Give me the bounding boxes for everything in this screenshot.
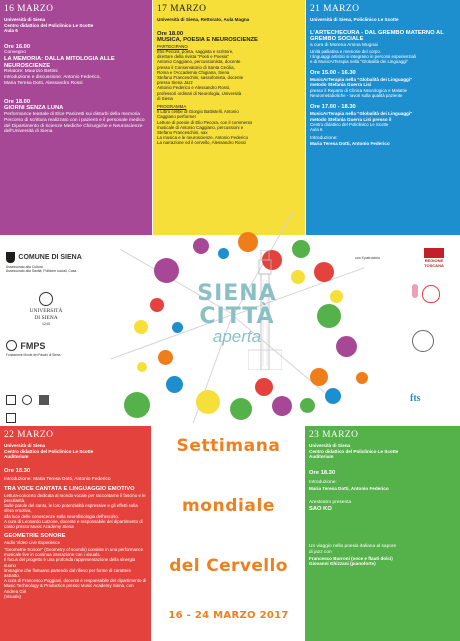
fmps-sub: Fondazione Monte dei Paschi di Siena [6, 353, 61, 357]
program-line: Letture di poesie di Elio Pecora, con il commento [157, 119, 253, 125]
event-dates: 16 - 24 MARZO 2017 [168, 610, 289, 621]
venue-line: Centro didattico del Policlinico Le Scotte [4, 448, 94, 454]
partner-small-logo [412, 284, 418, 298]
event-title-block [152, 426, 305, 641]
program-line: Il Libro celibe di Giorgio Battistelli, Antonio [157, 109, 239, 115]
panel-date: 23 MARZO [309, 430, 359, 440]
intro-line: Introduzione: Maria Teresa Dotti, Antonio Federico [4, 477, 111, 483]
event-title-line-1: Settimana [176, 436, 281, 456]
body-line: Sulle parole del canto, le loro potenzialità espressive e gli effetti sulla sfera emotiva, [4, 503, 138, 514]
fts-logo [410, 393, 450, 404]
regione-name: REGIONE TOSCANA [424, 258, 444, 268]
purple-circle [154, 258, 179, 283]
blue-circle [218, 248, 229, 259]
panel-date: 16 MARZO [4, 4, 54, 14]
program-line: La narrazione ed il cervello, Alessandro Rossi [157, 140, 246, 146]
comune-di-siena-logo [6, 252, 116, 273]
body-line: Neurometaboliche - Iavori sulla qualità paziente [310, 93, 403, 99]
event-time: Ore 17.00 - 18.30 [310, 104, 356, 111]
heart-logo [422, 285, 440, 303]
event-title-line-3: del Cervello [169, 556, 288, 576]
purple-circle [193, 238, 209, 254]
body-line: A cura di Francesco Poggiani, docente e responsabile del dipartimento di [4, 578, 147, 584]
university-year: 1240 [42, 322, 50, 326]
event-title: GIORNI SENZA LUNA [4, 105, 64, 112]
title-line-siena: SIENA [197, 281, 277, 306]
body-line: direttore della rivista "Poeti e Poesia" [157, 54, 229, 60]
fmps-logo [6, 340, 96, 358]
green-circle [124, 392, 150, 418]
intro-line: Maria Teresa Dotti, Antonio Federico [309, 486, 389, 492]
body-line: Roma e l'Accademia Chigiana, Siena [157, 69, 230, 75]
venue-line: Università di Siena, Policlinico Le Scotte [310, 17, 399, 22]
orange-circle [310, 368, 328, 386]
body-line: immagine che fluttuano partendo dal rilievo per forme di carattere [4, 567, 131, 573]
event-description: Performance teatrale di Elce Panizetti sui disturbi della memoria [4, 111, 140, 117]
program-line: musicale di Antonio Caggiano, percussioni e [157, 124, 244, 130]
body-line: (Visuals) [4, 593, 21, 599]
green-circle [317, 304, 341, 328]
session-title: MusicArTerapia nella "Globalità dei Linguaggi" [310, 110, 413, 116]
venue-line: Centro didattico del Policlinico Le Scotte [4, 22, 94, 28]
universita-di-siena-logo [16, 292, 76, 327]
intro-line: Introduzione: [310, 135, 338, 141]
event-title: TRA VOCE CANTATA E LINGUAGGIO EMOTIVO [4, 486, 135, 493]
venue-line: Università di Siena [4, 443, 46, 448]
event-panel-21-marzo [306, 0, 460, 235]
session-title: MusicArTerapia nella "Globalità dei Linguaggi" [310, 76, 413, 82]
purple-circle [336, 336, 357, 357]
orange-circle [238, 232, 258, 252]
body-line: presso il Conservatorio di Santa Cecilia, [157, 64, 235, 70]
intro-line: Introduzione: [309, 480, 337, 486]
body-line: alla luce delle conoscenze sulla neurofisiologia dell'ascolto. [4, 513, 120, 519]
event-title: LA MEMORIA: DALLA MITOLOGIA ALLE NEUROSCIENZE [4, 56, 115, 69]
body-line: professori ordinari di Neurologia, Università [157, 90, 242, 96]
event-time: Ore 18.30 [4, 467, 31, 474]
body-line: Stefano Franceschini, sassofonista, docente [157, 75, 244, 80]
session-method: metodo Stefania Guerra Lisi [310, 82, 372, 88]
regione-toscana-logo [412, 248, 456, 268]
event-time: Ore 18.30 [309, 469, 336, 476]
comune-sub: Assessorato alla Cultura Assessorato alla Sanità, Politiche sociali, Casa [6, 265, 77, 273]
intro-line: Maria Teresa Dotti, Antonio Federico [310, 141, 390, 147]
speakers-line: Introduzione e discussione: Antonio Federico, [4, 75, 101, 81]
section-label: PROGRAMMA [157, 104, 187, 110]
body-line: Music Technology & Production presso Music Academy Siena, con Andrea Giri [4, 583, 134, 594]
event-title: GEOMETRIE SONORE [4, 533, 66, 540]
body-line: astratto. [4, 573, 20, 578]
event-title: SAO KO [309, 505, 332, 512]
yellow-circle [134, 320, 148, 334]
venue-line: Aula 6 [4, 28, 18, 34]
body-line: musicale live in continua interazione con i visuals. [4, 552, 101, 558]
venue-line: Auditorium [4, 454, 29, 460]
blue-circle [325, 388, 341, 404]
partner-circle-logo [412, 330, 434, 352]
orange-circle [356, 372, 368, 384]
red-circle [255, 378, 273, 396]
university-seal-icon [39, 292, 53, 306]
fts-name: fts [410, 393, 421, 404]
curator-line: a cura di Morena Amina Mugnai [310, 42, 378, 48]
red-circle [150, 298, 164, 312]
venue-line: Università di Siena, Rettorato, Aula Magna [157, 17, 250, 22]
panel-date: 17 MARZO [157, 4, 207, 14]
program-line: Stefano Franceschini, sax [157, 130, 208, 136]
event-panel-22-marzo [0, 426, 151, 641]
event-time: Ore 15.00 - 16.30 [310, 70, 356, 77]
partner-logos-row [6, 392, 62, 406]
red-circle [314, 262, 334, 282]
section-label: PARTECIPANO [157, 43, 188, 49]
title-line-aperta: aperta [212, 327, 262, 346]
body-line: A cura di Leonardo Lutzone, docente e responsabile del dipartimento di canto presso Music Academy Siena [4, 518, 143, 529]
purple-circle [272, 396, 292, 416]
yellow-circle [330, 290, 343, 303]
blue-circle [166, 376, 183, 393]
event-label: Aresteatro presenta [309, 499, 352, 505]
green-circle [300, 398, 315, 413]
patrocinio-label: con il patrocinio [355, 256, 380, 260]
panel-date: 22 MARZO [4, 430, 54, 440]
event-time: Ore 16.00 [4, 43, 31, 50]
event-time: Ore 18.00 [157, 30, 184, 37]
program-line: La musica e le neuroscienze, Antonio Federico [157, 135, 249, 141]
body-line: Antonio Federico e Alessandro Rossi, [157, 85, 231, 91]
performer-line: Francesco Burroni (voce e flauti dolci) [309, 555, 393, 561]
session-method: metodo Stefania Guerra Lisi presso il [310, 116, 392, 122]
body-line: Aula 6 [310, 127, 323, 133]
speakers-line: Relatore: Maurizio Bettini [4, 69, 58, 75]
event-time: Ore 18.00 [4, 98, 31, 105]
building-icon [6, 340, 17, 351]
body-line: Centro didattico del Policlinico Le Scotte [310, 122, 389, 128]
event-panel-23-marzo [305, 426, 460, 641]
body-line: Antonio Caggiano, percussionista, docente [157, 59, 241, 65]
program-line: Caggiano performer [157, 114, 197, 120]
partner-icon [22, 395, 32, 405]
pegasus-icon [424, 248, 444, 258]
green-circle [230, 398, 252, 420]
performer-line: Giovanni Ghizzani (pianoforte) [309, 561, 376, 567]
event-label: Convegno [4, 50, 26, 56]
partner-icon [6, 413, 16, 423]
event-title: L'ARTECHECURA - DAL GREMBO MATERNO AL GREMBO SOCIALE [310, 29, 444, 43]
body-line: Un viaggio nella poesia italiana al sapore [309, 544, 397, 550]
body-line: presso il Reparto di Clinica Neurologica e Malattie [310, 87, 408, 93]
body-line: e di MusicArTerapia nella "Globalità dei Linguaggi" [310, 58, 409, 64]
venue-line: Centro didattico del Policlinico Le Scotte [309, 448, 399, 454]
body-line: presso Siena Jazz [157, 80, 193, 86]
siena-citta-aperta-title [176, 282, 298, 346]
title-line-citta: CITTÀ [199, 304, 275, 329]
speakers-line: Maria Teresa Dotti, Alessandro Rossi [4, 80, 83, 86]
event-title: MUSICA, POESIA E NEUROSCIENZE [157, 37, 258, 44]
venue-line: Università di Siena [4, 17, 46, 22]
shield-icon [6, 252, 15, 263]
body-line: I linguaggi artistici si integrano in percorsi esperienziali [310, 53, 416, 59]
body-line: Lettura-concerto dedicata al mondo vocale per raccontarne il fascino e le peculiarità. [4, 492, 146, 503]
unesco-icon [6, 395, 16, 405]
green-circle [292, 240, 310, 258]
yellow-circle [137, 362, 147, 372]
orange-circle [158, 350, 173, 365]
event-description: Percorso di scrittura realizzato con i pazienti e il personale medico del Dipartimento di Scienze Mediche Chirurgiche e Neuroscienze dell'Università di Siena [4, 117, 145, 135]
body-line: "Geometrie Sonore" (Geometry of sounds) consiste in una performance [4, 546, 144, 552]
body-line: Elio Pecora, poeta, saggista e scrittore, [157, 48, 234, 54]
event-title-line-2: mondiale [181, 496, 276, 516]
comune-name: COMUNE DI SIENA [18, 253, 82, 261]
yellow-circle [196, 390, 220, 414]
event-panel-16-marzo [0, 0, 152, 235]
partner-icon [39, 395, 49, 405]
body-line: Unità palliativa e memorie del corpo. [310, 48, 382, 54]
body-line: Il focus del progetto è una profonda rappresentazione della sinergia suono [4, 557, 136, 568]
body-line: di Siena [157, 95, 173, 101]
body-line: di jazz con [309, 549, 332, 555]
venue-line: Università di Siena [309, 443, 351, 448]
venue-line: Auditorium [309, 454, 334, 460]
panel-date: 21 MARZO [310, 4, 360, 14]
fmps-name: FMPS [20, 340, 46, 351]
university-name: UNIVERSITÀ DI SIENA [29, 308, 63, 321]
event-panel-17-marzo [153, 0, 305, 235]
subtitle-line: Audio Video Live Experience [4, 539, 61, 545]
